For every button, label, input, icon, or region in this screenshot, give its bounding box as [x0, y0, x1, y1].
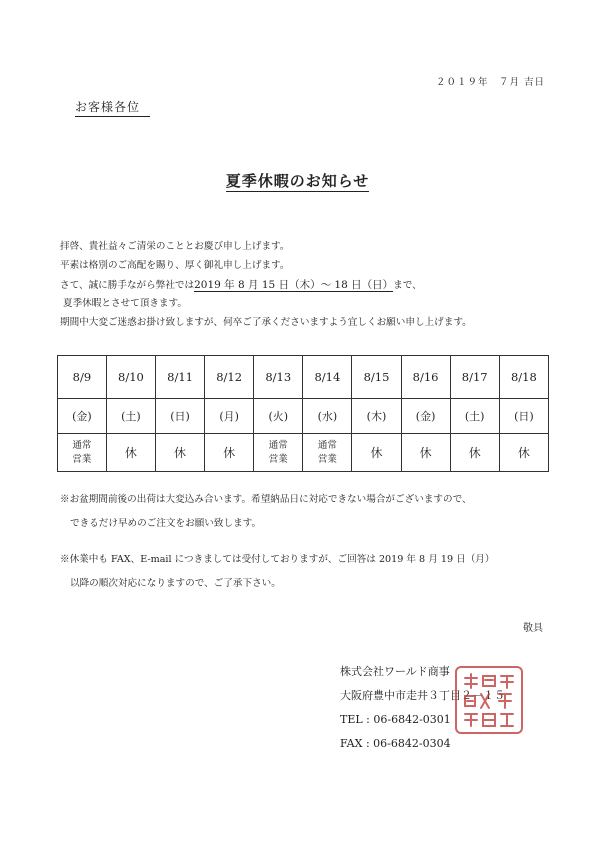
weekday-cell: (土)	[106, 399, 155, 434]
document-date: ２０１９年 ７月 吉日	[435, 77, 545, 88]
status-cell	[499, 434, 548, 472]
body-text-segment: まで、	[393, 279, 422, 291]
date-cell: 8/13	[254, 356, 303, 399]
company-tel: TEL : 06-6842-0301	[340, 713, 451, 726]
status-text	[269, 439, 288, 467]
status-text: 休	[517, 446, 530, 460]
calendar-date-row	[58, 356, 549, 399]
status-cell	[352, 434, 401, 472]
weekday-cell: (水)	[303, 399, 352, 434]
date-cell: 8/14	[303, 356, 352, 399]
date-cell: 8/10	[106, 356, 155, 399]
note-line: ※休業中も FAX、E-mail につきましては受付しておりますが、ご回答は 2019 年 8 月 19 日（月）	[60, 554, 495, 565]
status-cell	[106, 434, 155, 472]
body-line-closure-dates	[60, 276, 472, 296]
closing-salutation: 敬具	[523, 623, 543, 634]
inquiry-note	[60, 548, 494, 596]
status-text: 休	[174, 446, 187, 460]
weekday-cell: (火)	[254, 399, 303, 434]
document-title: 夏季休暇のお知らせ	[225, 172, 370, 190]
note-line: 以降の順次対応になりますので、ご了承下さい。	[70, 578, 281, 589]
date-cell: 8/11	[155, 356, 204, 399]
calendar-weekday-row	[58, 399, 549, 434]
date-cell: 8/15	[352, 356, 401, 399]
body-text	[60, 238, 472, 333]
company-seal-stamp	[455, 666, 523, 734]
seal-graphic	[457, 668, 521, 732]
weekday-cell: (日)	[499, 399, 548, 434]
body-line: 平素は格別のご高配を賜り、厚く御礼申し上げます。	[60, 259, 290, 271]
weekday-cell: (木)	[352, 399, 401, 434]
weekday-cell: (月)	[205, 399, 254, 434]
calendar-status-row	[58, 434, 549, 472]
status-line: 営業	[317, 453, 337, 465]
note-line: ※お盆期間前後の出荷は大変込み合います。希望納品日に対応できない場合がございますので、	[60, 494, 472, 505]
status-text: 休	[419, 446, 432, 460]
status-cell	[254, 434, 303, 472]
company-address: 大阪府豊中市走井３丁目２－１５	[340, 689, 505, 702]
status-cell	[155, 434, 204, 472]
status-cell	[58, 434, 107, 472]
date-cell: 8/17	[450, 356, 499, 399]
status-line: 通常	[72, 439, 92, 451]
weekday-cell: (土)	[450, 399, 499, 434]
body-text-segment: さて、誠に勝手ながら弊社では	[60, 279, 195, 291]
weekday-cell: (日)	[155, 399, 204, 434]
shipping-note	[60, 488, 472, 536]
body-line: 拝啓、貴社益々ご清栄のこととお慶び申し上げます。	[60, 241, 290, 252]
recipient: お客様各位	[75, 98, 150, 117]
weekday-cell: (金)	[58, 399, 107, 434]
status-text: 休	[370, 446, 383, 460]
document-title-block	[0, 170, 595, 191]
weekday-cell: (金)	[401, 399, 450, 434]
body-line: 期間中大変ご迷惑お掛け致しますが、何卒ご了承くださいますよう宜しくお願い申し上げます。	[60, 317, 472, 329]
status-line: 営業	[268, 453, 288, 465]
status-cell	[450, 434, 499, 472]
status-text: 休	[124, 446, 137, 460]
company-fax: FAX : 06-6842-0304	[340, 737, 451, 750]
status-text	[318, 439, 337, 467]
status-line: 営業	[72, 453, 92, 465]
status-text: 休	[468, 446, 481, 460]
status-text	[72, 439, 91, 467]
date-cell: 8/16	[401, 356, 450, 399]
date-cell: 8/9	[58, 356, 107, 399]
date-cell: 8/18	[499, 356, 548, 399]
status-text: 休	[223, 446, 236, 460]
status-cell	[205, 434, 254, 472]
status-cell	[401, 434, 450, 472]
note-line: できるだけ早めのご注文をお願い致します。	[70, 518, 262, 529]
closure-period: 2019 年 8 月 15 日（木）～ 18 日（日）	[194, 278, 394, 291]
company-name: 株式会社ワールド商事	[340, 665, 450, 678]
holiday-calendar-table	[57, 355, 549, 472]
status-line: 通常	[317, 439, 337, 451]
body-line: 夏季休暇とさせて頂きます。	[63, 298, 187, 310]
status-line: 通常	[268, 439, 288, 451]
status-cell	[303, 434, 352, 472]
date-cell: 8/12	[205, 356, 254, 399]
